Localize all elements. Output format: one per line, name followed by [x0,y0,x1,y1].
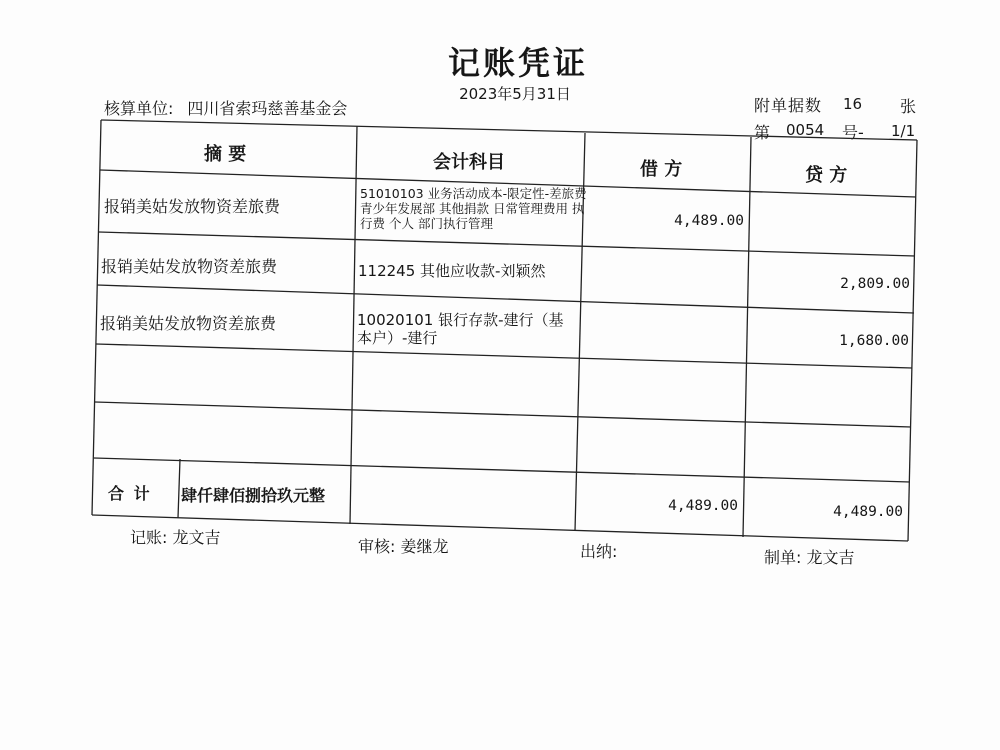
voucher-date: 2023年5月31日 [459,85,571,103]
header-summary: 摘 要 [204,144,247,165]
row-2-credit: 2,809.00 [840,276,910,292]
bookkeeper-label: 记账: [130,528,168,547]
row-1-debit: 4,489.00 [674,213,744,229]
header-credit: 贷 方 [805,165,848,186]
row-2-account: 112245 其他应收款-刘颖然 [358,262,546,280]
total-amount-words: 肆仟肆佰捌拾玖元整 [181,486,326,505]
voucher-number-suffix: 号- [842,123,864,142]
voucher-number-prefix: 第 [754,123,771,142]
preparer-signature [764,545,855,568]
header-account: 会计科目 [433,152,505,173]
row-1-account: 51010103 业务活动成本-限定性-差旅费 青少年发展部 其他捐款 日常管理费用 执行费 个人 部门执行管理 [360,186,587,231]
total-label: 合 计 [108,484,152,503]
header-debit: 借 方 [640,159,683,180]
bookkeeper-signature [130,525,221,548]
row-3-account: 10020101 银行存款-建行（基本户）-建行 [357,311,564,347]
attachments-unit: 张 [900,97,917,116]
reviewer-label: 审核: [358,537,396,556]
reviewer-name: 姜继龙 [400,537,449,556]
voucher-page: 1/1 [891,122,916,140]
preparer-name: 龙文吉 [806,548,855,567]
reviewer-signature [358,534,449,557]
cashier-signature [580,539,623,562]
total-credit: 4,489.00 [833,504,903,520]
accounting-unit-label: 核算单位: [104,99,174,118]
row-3-summary: 报销美姑发放物资差旅费 [100,314,277,333]
attachments-label: 附单据数 [754,96,823,115]
voucher-title: 记账凭证 [447,44,588,82]
preparer-label: 制单: [764,548,802,567]
accounting-unit-name: 四川省索玛慈善基金会 [187,99,348,118]
row-3-credit: 1,680.00 [839,333,909,349]
attachments-count: 16 [843,95,863,113]
row-2-summary: 报销美姑发放物资差旅费 [101,257,278,276]
cashier-label: 出纳: [580,542,618,561]
voucher-number: 0054 [786,121,825,139]
row-1-summary: 报销美姑发放物资差旅费 [104,197,281,216]
total-debit: 4,489.00 [668,498,738,514]
bookkeeper-name: 龙文吉 [172,528,221,547]
